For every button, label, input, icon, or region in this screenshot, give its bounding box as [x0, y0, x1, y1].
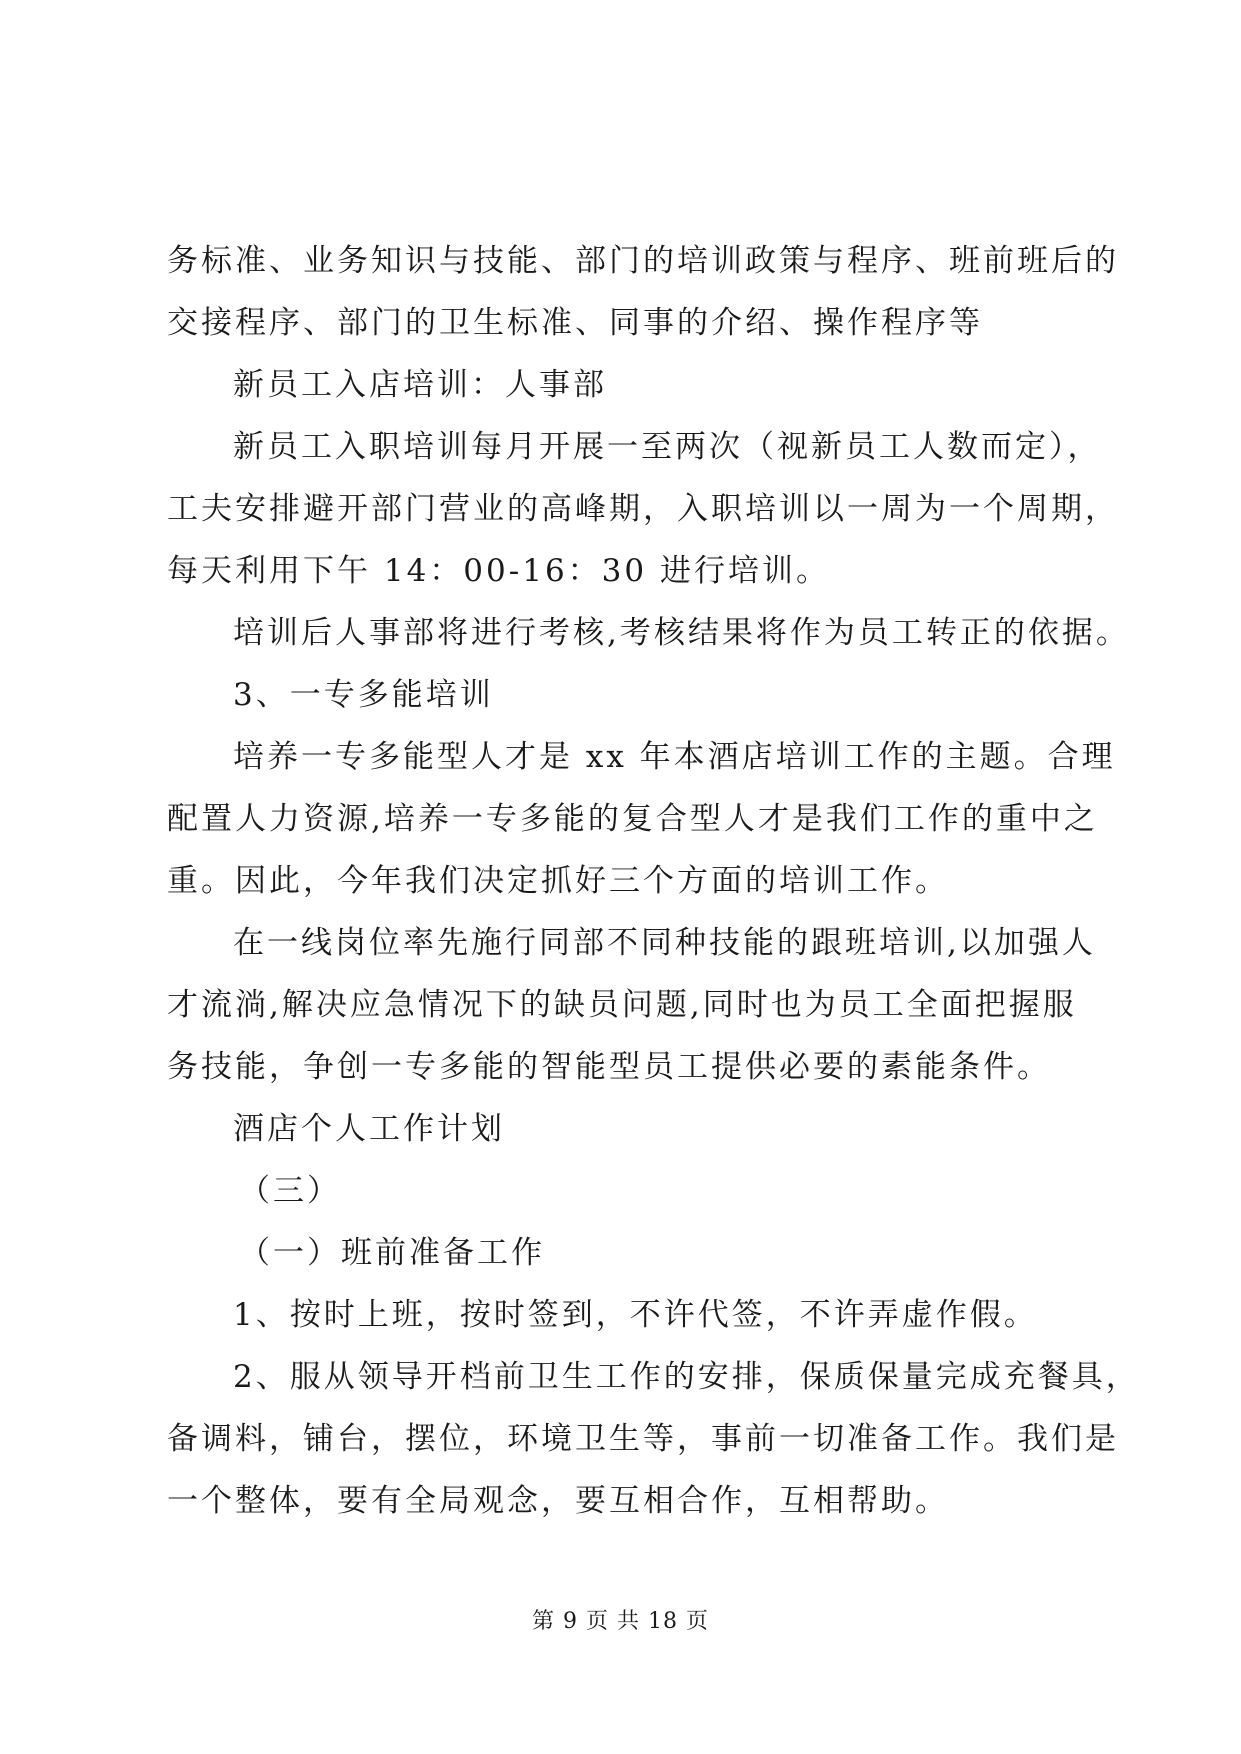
text-line: 备调料，铺台，摆位，环境卫生等，事前一切准备工作。我们是 — [167, 1421, 1119, 1457]
document-title — [167, 1098, 1087, 1160]
paragraph-training-content — [167, 230, 1119, 354]
paragraph-multiskill-theme — [167, 726, 1116, 912]
text-line: （三） — [239, 1173, 341, 1209]
document-body — [167, 230, 1140, 1532]
page-footer: 第 9 页 共 18 页 — [532, 1609, 709, 1634]
paragraph-frontline-training — [167, 912, 1096, 1098]
section-heading-pre-shift — [167, 1222, 1087, 1284]
paragraph-assessment — [167, 602, 1130, 664]
text-line: 培训后人事部将进行考核,考核结果将作为员工转正的依据。 — [233, 615, 1130, 651]
section-number — [167, 1160, 1087, 1222]
text-line: 1、按时上班，按时签到，不许代签，不许弄虚作假。 — [233, 1297, 1038, 1333]
text-line: 3、一专多能培训 — [233, 677, 494, 713]
section-heading-multiskill — [167, 664, 1087, 726]
text-line: 交接程序、部门的卫生标准、同事的介绍、操作程序等 — [167, 305, 983, 341]
text-line: 新员工入职培训每月开展一至两次（视新员工人数而定）， — [233, 429, 1102, 465]
list-item-1 — [167, 1284, 1087, 1346]
text-line: 2、服从领导开档前卫生工作的安排，保质保量完成充餐具， — [233, 1359, 1140, 1395]
text-line: （一）班前准备工作 — [239, 1235, 545, 1271]
text-line: 培养一专多能型人才是 xx 年本酒店培训工作的主题。合理 — [233, 739, 1116, 775]
text-line: 每天利用下午 14：00-16：30 进行培训。 — [167, 553, 830, 589]
text-line: 才流淌,解决应急情况下的缺员问题,同时也为员工全面把握服 — [167, 987, 1077, 1023]
text-line: 在一线岗位率先施行同部不同种技能的跟班培训,以加强人 — [233, 925, 1096, 961]
paragraph-new-employee-schedule — [167, 416, 1119, 602]
text-line: 重。因此，今年我们决定抓好三个方面的培训工作。 — [167, 863, 949, 899]
text-line: 务技能，争创一专多能的智能型员工提供必要的素能条件。 — [167, 1049, 1051, 1085]
list-item-2 — [167, 1346, 1140, 1532]
text-line: 配置人力资源,培养一专多能的复合型人才是我们工作的重中之 — [167, 801, 1098, 837]
text-line: 新员工入店培训：人事部 — [233, 367, 607, 403]
text-line: 酒店个人工作计划 — [233, 1111, 505, 1147]
paragraph-new-employee-heading — [167, 354, 1087, 416]
text-line: 务标准、业务知识与技能、部门的培训政策与程序、班前班后的 — [167, 243, 1119, 279]
text-line: 一个整体，要有全局观念，要互相合作，互相帮助。 — [167, 1483, 949, 1519]
text-line: 工夫安排避开部门营业的高峰期，入职培训以一周为一个周期， — [167, 491, 1119, 527]
